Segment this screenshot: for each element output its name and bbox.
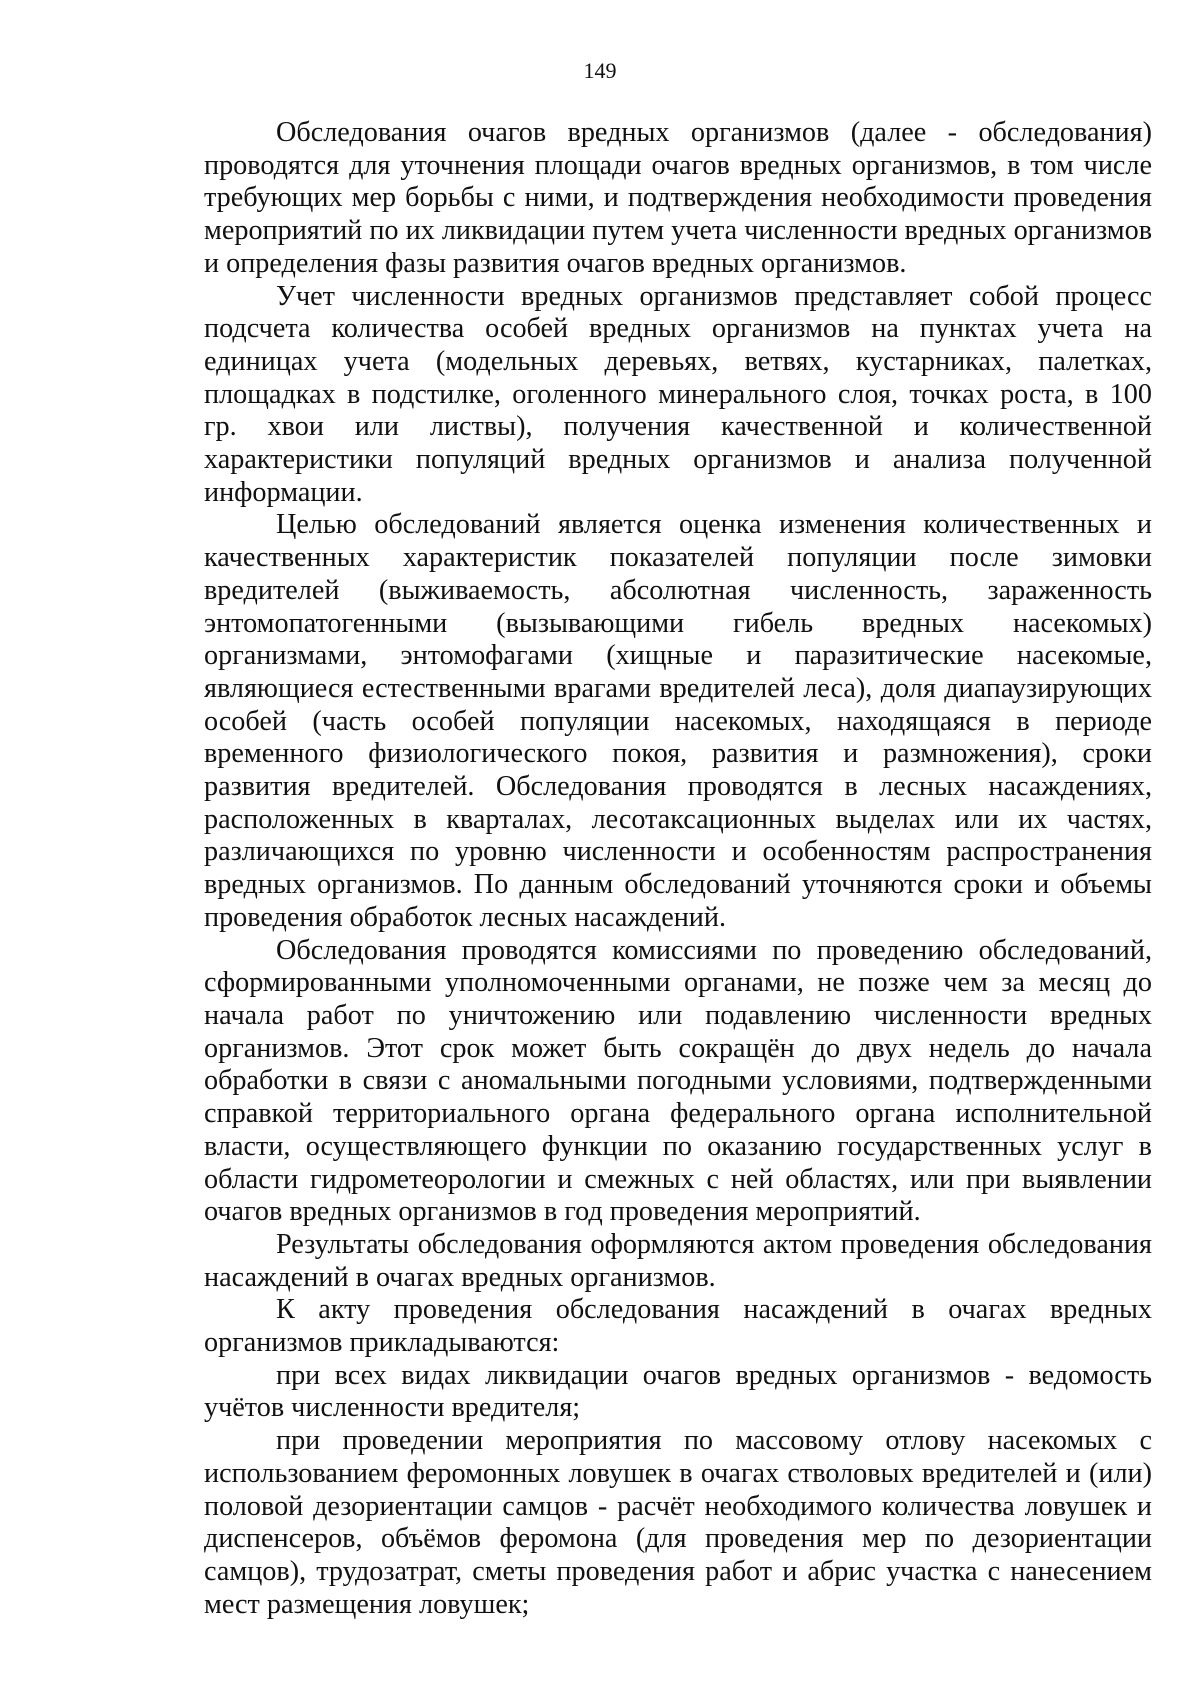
document-body	[204, 117, 1152, 1621]
page-number: 149	[583, 58, 617, 83]
paragraph-survey-commissions: Обследования проводятся комиссиями по проведению обследований, сформированными уполномоченными органами, не позже чем за месяц до начала работ по уничтожению или подавлению численности вредных организмов. Этот срок может быть сокращён до двух недель до начала обработки в связи с аномальными погодными условиями, подтвержденными справкой территориального органа федерального органа исполнительной власти, осуществляющего функции по оказанию государственных услуг в области гидрометеорологии и смежных с ней областях, или при выявлении очагов вредных организмов в год проведения мероприятий.	[204, 934, 1152, 1228]
paragraph-survey-goal: Целью обследований является оценка изменения количественных и качественных характеристик показателей популяции после зимовки вредителей (выживаемость, абсолютная численность, зараженность энтомопатогенными (вызывающими гибель вредных насекомых) организмами, энтомофагами (хищные и паразитические насекомые, являющиеся естественными врагами вредителей леса), доля диапаузирующих особей (часть особей популяции насекомых, находящаяся в периоде временного физиологического покоя, развития и размножения), сроки развития вредителей. Обследования проводятся в лесных насаждениях, расположенных в кварталах, лесотаксационных выделах или их частях, различающихся по уровню численности и особенностям распространения вредных организмов. По данным обследований уточняются сроки и объемы проведения обработок лесных насаждений.	[204, 509, 1152, 933]
paragraph-survey-results: Результаты обследования оформляются актом проведения обследования насаждений в очагах вредных организмов.	[204, 1228, 1152, 1293]
paragraph-attachment-pheromone-traps: при проведении мероприятия по массовому отлову насекомых с использованием феромонных ловушек в очагах стволовых вредителей и (или) половой дезориентации самцов - расчёт необходимого количества ловушек и диспенсеров, объёмов феромона (для проведения мер по дезориентации самцов), трудозатрат, сметы проведения работ и абрис участка с нанесением мест размещения ловушек;	[204, 1425, 1152, 1620]
paragraph-attachment-count-sheet: при всех видах ликвидации очагов вредных организмов - ведомость учётов численности вредителя;	[204, 1359, 1152, 1424]
paragraph-survey-definition: Обследования очагов вредных организмов (далее - обследования) проводятся для уточнения площади очагов вредных организмов, в том числе требующих мер борьбы с ними, и подтверждения необходимости проведения мероприятий по их ликвидации путем учета численности вредных организмов и определения фазы развития очагов вредных организмов.	[204, 117, 1152, 279]
paragraph-act-attachments: К акту проведения обследования насаждений в очагах вредных организмов прикладываются:	[204, 1294, 1152, 1359]
paragraph-population-count: Учет численности вредных организмов представляет собой процесс подсчета количества особей вредных организмов на пунктах учета на единицах учета (модельных деревьях, ветвях, кустарниках, палетках, площадках в подстилке, оголенного минерального слоя, точках роста, в 100 гр. хвои или листвы), получения качественной и количественной характеристики популяций вредных организмов и анализа полученной информации.	[204, 280, 1152, 508]
